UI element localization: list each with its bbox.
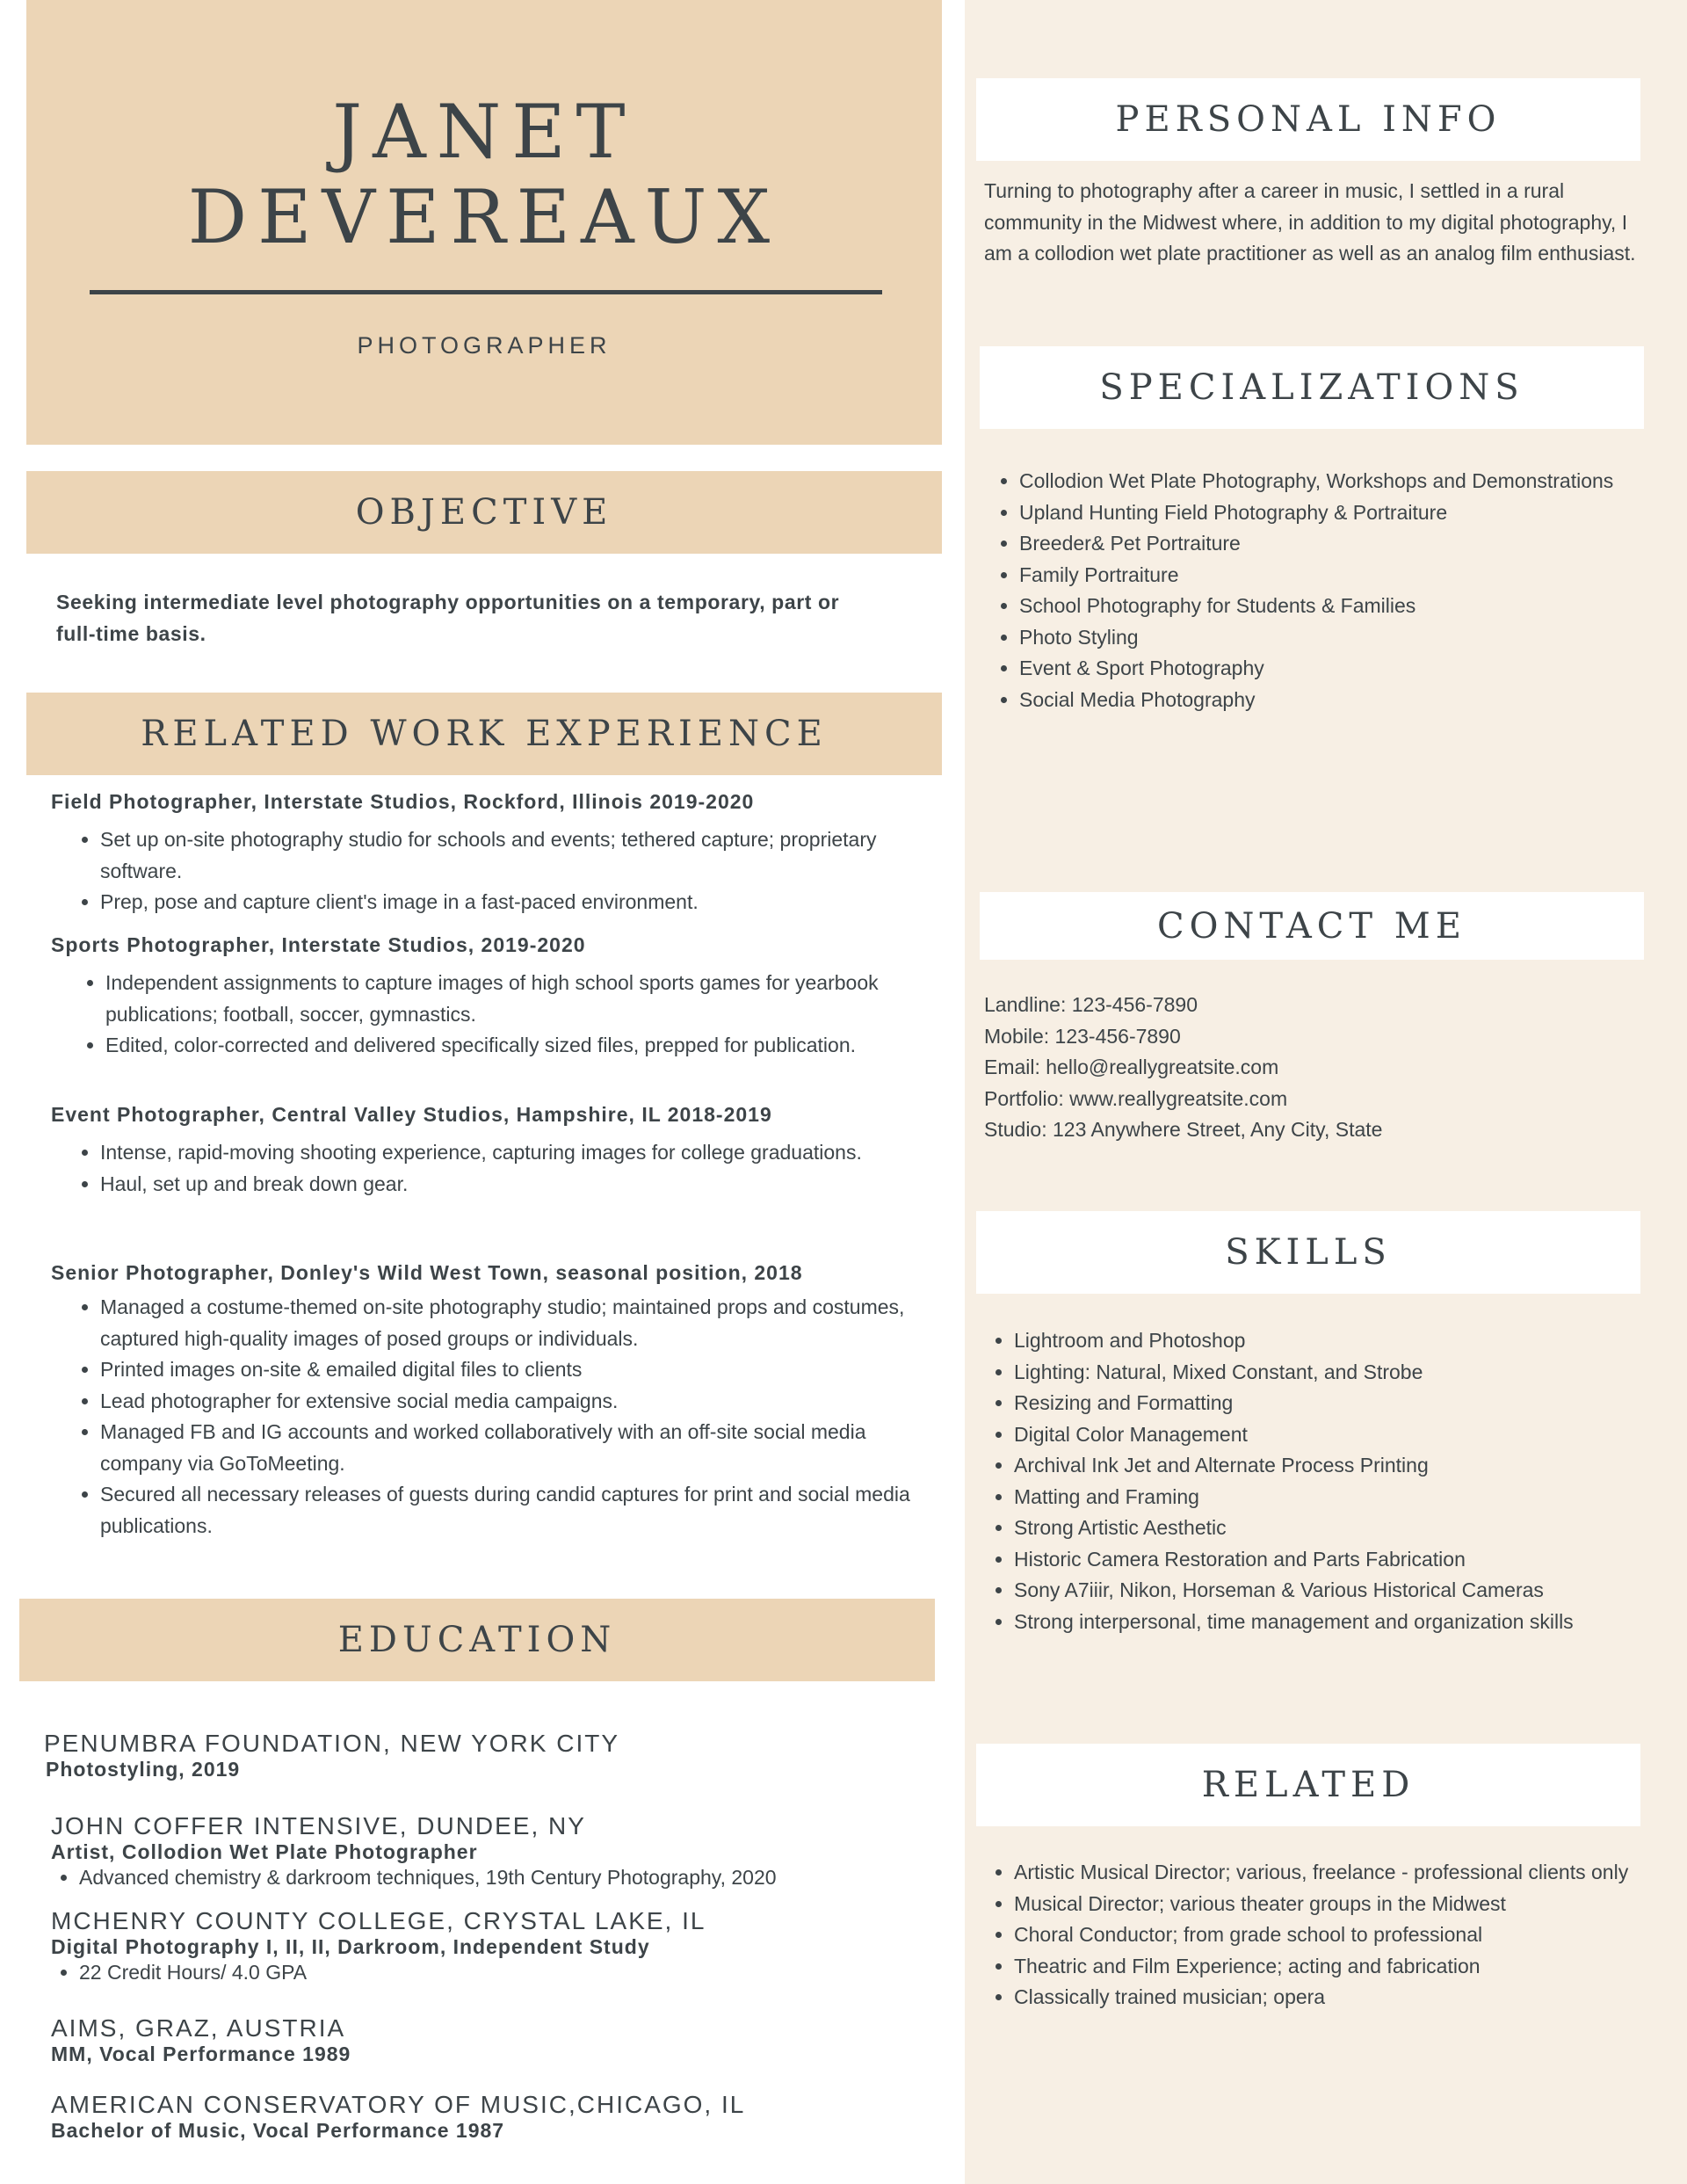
- job-role: PHOTOGRAPHER: [357, 332, 612, 359]
- list-item: • Social Media Photography: [1019, 685, 1634, 716]
- list-item: • School Photography for Students & Families: [1019, 591, 1634, 622]
- list-item: • Classically trained musician; opera: [1014, 1982, 1629, 2013]
- list-item: • Independent assignments to capture images of high school sports games for yearbook publications; football, soccer, gymnastics.: [105, 968, 912, 1030]
- skills-heading: SKILLS: [1225, 1232, 1392, 1273]
- job-entry: [51, 1103, 912, 1200]
- job-entry: [51, 933, 912, 1062]
- education-heading-band: [19, 1599, 935, 1681]
- objective-heading: OBJECTIVE: [355, 492, 613, 533]
- list-item: • Resizing and Formatting: [1014, 1388, 1647, 1419]
- related-heading: RELATED: [1201, 1765, 1415, 1805]
- degree-info: Digital Photography I, II, II, Darkroom, Independent Study: [51, 1935, 650, 1958]
- list-item: • Lightroom and Photoshop: [1014, 1325, 1647, 1357]
- education-entry: [51, 2091, 745, 2143]
- personal-info-text: Turning to photography after a career in music, I settled in a rural community in the Midwest where, in addition to my digital photography, I am a collodion wet plate practitioner as well as an analog film enthusiast.: [984, 179, 1636, 265]
- job-entry: [51, 790, 912, 918]
- list-item: • Managed FB and IG accounts and worked collaboratively with an off-site social media company via GoToMeeting.: [100, 1417, 912, 1479]
- list-item: • Archival Ink Jet and Alternate Process Printing: [1014, 1450, 1647, 1482]
- list-item: • Photo Styling: [1019, 622, 1634, 654]
- degree-info: Artist, Collodion Wet Plate Photographer: [51, 1840, 478, 1863]
- list-item: • 22 Credit Hours/ 4.0 GPA: [79, 1959, 930, 1985]
- list-item: • Strong interpersonal, time management and organization skills: [1014, 1607, 1647, 1638]
- list-item: • Family Portraiture: [1019, 560, 1634, 591]
- job-title: Sports Photographer, Interstate Studios, 2019-2020: [51, 933, 586, 956]
- list-item: • Edited, color-corrected and delivered specifically sized files, prepped for publication.: [105, 1030, 912, 1062]
- list-item: • Historic Camera Restoration and Parts Fabrication: [1014, 1544, 1647, 1576]
- list-item: • Choral Conductor; from grade school to professional: [1014, 1919, 1629, 1951]
- list-item: • Advanced chemistry & darkroom techniques, 19th Century Photography, 2020: [79, 1864, 930, 1890]
- objective-heading-band: [26, 471, 942, 554]
- first-name: JANET: [332, 89, 636, 175]
- specializations-heading-band: [980, 346, 1644, 429]
- list-item: • Intense, rapid-moving shooting experience, capturing images for college graduations.: [100, 1137, 912, 1169]
- education-entry: [51, 2014, 351, 2066]
- degree-info: Bachelor of Music, Vocal Performance 1987: [51, 2119, 505, 2142]
- personal-info-heading: PERSONAL INFO: [1115, 99, 1502, 140]
- landline: Landline: 123-456-7890: [984, 993, 1198, 1016]
- name-header: [26, 0, 942, 445]
- job-title: Event Photographer, Central Valley Studios, Hampshire, IL 2018-2019: [51, 1103, 772, 1126]
- experience-heading: RELATED WORK EXPERIENCE: [141, 714, 828, 754]
- list-item: • Event & Sport Photography: [1019, 653, 1634, 685]
- list-item: • Lighting: Natural, Mixed Constant, and Strobe: [1014, 1357, 1647, 1389]
- list-item: • Lead photographer for extensive social media campaigns.: [100, 1386, 912, 1418]
- portfolio: Portfolio: www.reallygreatsite.com: [984, 1086, 1288, 1110]
- job-title: Senior Photographer, Donley's Wild West Town, seasonal position, 2018: [51, 1261, 803, 1284]
- last-name: DEVEREAUX: [187, 174, 781, 260]
- list-item: • Prep, pose and capture client's image in a fast-paced environment.: [100, 887, 912, 918]
- education-entry: [44, 1730, 619, 1781]
- list-item: • Artistic Musical Director; various, freelance - professional clients only: [1014, 1857, 1629, 1889]
- list-item: • Strong Artistic Aesthetic: [1014, 1513, 1647, 1544]
- experience-heading-band: [26, 693, 942, 775]
- list-item: • Collodion Wet Plate Photography, Workshops and Demonstrations: [1019, 466, 1634, 497]
- list-item: • Printed images on-site & emailed digital files to clients: [100, 1354, 912, 1386]
- list-item: • Set up on-site photography studio for schools and events; tethered capture; proprietary software.: [100, 824, 912, 887]
- education-entry: [51, 1812, 930, 1890]
- school-name: MCHENRY COUNTY COLLEGE, CRYSTAL LAKE, IL: [51, 1907, 706, 1934]
- school-name: AIMS, GRAZ, AUSTRIA: [51, 2014, 346, 2042]
- specializations-heading: SPECIALIZATIONS: [1099, 367, 1524, 408]
- list-item: • Digital Color Management: [1014, 1419, 1647, 1451]
- job-entry: [51, 1261, 912, 1542]
- list-item: • Upland Hunting Field Photography & Portraiture: [1019, 497, 1634, 529]
- specializations-list: [984, 466, 1634, 715]
- list-item: • Secured all necessary releases of guests during candid captures for print and social media publications.: [100, 1479, 912, 1542]
- list-item: • Musical Director; various theater groups in the Midwest: [1014, 1889, 1629, 1920]
- list-item: • Managed a costume-themed on-site photography studio; maintained props and costumes, captured high-quality images of posed groups or individuals.: [100, 1292, 912, 1354]
- school-name: JOHN COFFER INTENSIVE, DUNDEE, NY: [51, 1812, 586, 1839]
- education-entry: [51, 1907, 930, 1985]
- degree-info: MM, Vocal Performance 1989: [51, 2043, 351, 2065]
- mobile: Mobile: 123-456-7890: [984, 1024, 1181, 1048]
- contact-heading-band: [980, 892, 1644, 960]
- skills-list: [984, 1325, 1647, 1637]
- skills-heading-band: [976, 1211, 1640, 1294]
- objective-text: Seeking intermediate level photography opportunities on a temporary, part or full-time basis.: [56, 591, 840, 645]
- degree-info: Photostyling, 2019: [46, 1758, 241, 1781]
- contact-details: [984, 990, 1652, 1146]
- list-item: • Haul, set up and break down gear.: [100, 1169, 912, 1201]
- contact-heading: CONTACT ME: [1157, 905, 1466, 947]
- related-list: [984, 1857, 1629, 2013]
- personal-info-heading-band: [976, 78, 1640, 161]
- school-name: PENUMBRA FOUNDATION, NEW YORK CITY: [44, 1730, 620, 1757]
- job-title: Field Photographer, Interstate Studios, Rockford, Illinois 2019-2020: [51, 790, 755, 813]
- related-heading-band: [976, 1744, 1640, 1826]
- studio-address: Studio: 123 Anywhere Street, Any City, State: [984, 1118, 1383, 1141]
- list-item: • Breeder& Pet Portraiture: [1019, 528, 1634, 560]
- list-item: • Matting and Framing: [1014, 1482, 1647, 1513]
- email: Email: hello@reallygreatsite.com: [984, 1056, 1279, 1078]
- list-item: • Theatric and Film Experience; acting and fabrication: [1014, 1951, 1629, 1983]
- header-divider: [90, 290, 882, 294]
- education-heading: EDUCATION: [337, 1620, 617, 1660]
- list-item: • Sony A7iiir, Nikon, Horseman & Various Historical Cameras: [1014, 1575, 1647, 1607]
- school-name: AMERICAN CONSERVATORY OF MUSIC,CHICAGO, IL: [51, 2091, 746, 2118]
